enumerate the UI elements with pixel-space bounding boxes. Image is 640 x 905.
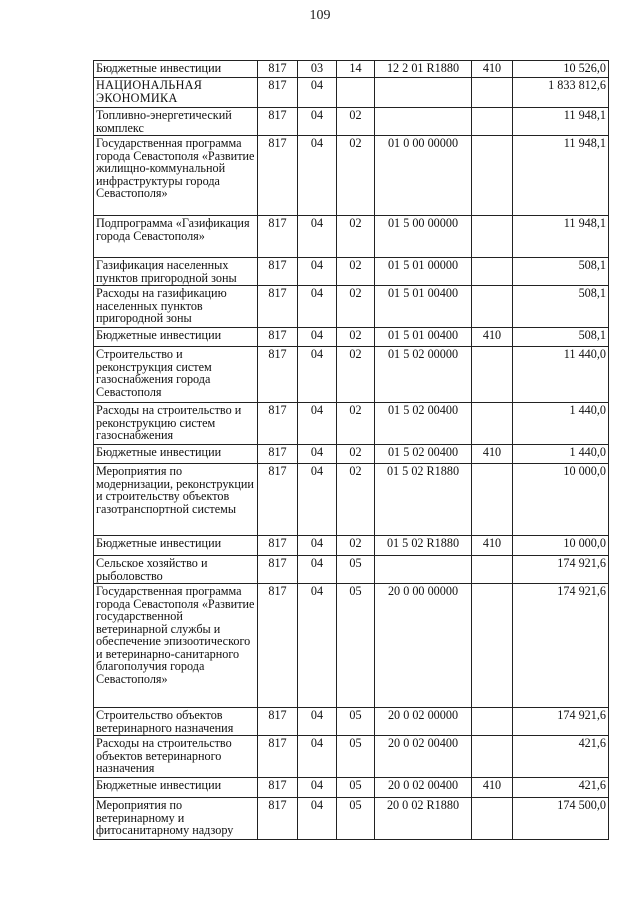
row-pr-cell: 02 [337,445,375,464]
row-csr-cell: 01 5 01 00400 [375,328,472,347]
row-ved-cell: 817 [258,286,298,328]
row-amount-cell: 508,1 [513,328,609,347]
row-amount-cell: 174 500,0 [513,798,609,840]
row-rz-cell: 04 [298,464,337,536]
table-row [94,258,609,286]
row-pr-cell: 02 [337,216,375,258]
table-row [94,328,609,347]
row-amount-cell: 10 526,0 [513,61,609,78]
row-ved-cell: 817 [258,736,298,778]
row-csr-cell: 20 0 02 00000 [375,708,472,736]
row-rz-cell: 04 [298,778,337,798]
row-rz-cell: 04 [298,216,337,258]
page-number: 109 [309,8,331,23]
row-vr-cell [472,708,513,736]
budget-table [93,60,609,840]
row-rz-cell: 04 [298,536,337,556]
row-rz-cell: 04 [298,286,337,328]
row-name-cell: Расходы на газификацию населенных пунктов пригородной зоны [94,286,258,328]
row-vr-cell [472,464,513,536]
row-amount-cell: 174 921,6 [513,556,609,584]
row-ved-cell: 817 [258,464,298,536]
row-vr-cell [472,798,513,840]
row-ved-cell: 817 [258,258,298,286]
row-ved-cell: 817 [258,798,298,840]
row-name-cell: Бюджетные инвестиции [94,328,258,347]
row-amount-cell: 1 833 812,6 [513,78,609,108]
row-vr-cell: 410 [472,445,513,464]
row-pr-cell: 02 [337,258,375,286]
row-rz-cell: 04 [298,108,337,136]
row-csr-cell: 01 0 00 00000 [375,136,472,216]
row-amount-cell: 174 921,6 [513,708,609,736]
row-amount-cell: 11 948,1 [513,216,609,258]
row-amount-cell: 421,6 [513,736,609,778]
row-csr-cell: 01 5 01 00000 [375,258,472,286]
row-pr-cell: 02 [337,286,375,328]
table-row [94,136,609,216]
row-name-cell: Бюджетные инвестиции [94,445,258,464]
row-amount-cell: 174 921,6 [513,584,609,708]
row-name-cell: Расходы на строительство и реконструкцию систем газоснабжения [94,403,258,445]
row-rz-cell: 04 [298,136,337,216]
row-csr-cell: 01 5 00 00000 [375,216,472,258]
row-rz-cell: 04 [298,403,337,445]
row-csr-cell: 01 5 01 00400 [375,286,472,328]
row-ved-cell: 817 [258,778,298,798]
row-name-cell: Подпрограмма «Газификация города Севастополя» [94,216,258,258]
table-row [94,403,609,445]
row-rz-cell: 04 [298,584,337,708]
row-name-cell: Бюджетные инвестиции [94,536,258,556]
row-pr-cell: 05 [337,556,375,584]
row-pr-cell: 02 [337,328,375,347]
row-amount-cell: 10 000,0 [513,536,609,556]
row-vr-cell [472,78,513,108]
row-name-cell: НАЦИОНАЛЬНАЯ ЭКОНОМИКА [94,78,258,108]
row-name-cell: Мероприятия по модернизации, реконструкции и строительству объектов газотранспортной системы [94,464,258,536]
table-row [94,108,609,136]
row-vr-cell [472,258,513,286]
row-rz-cell: 04 [298,556,337,584]
row-pr-cell: 02 [337,136,375,216]
row-vr-cell [472,108,513,136]
table-row [94,445,609,464]
row-amount-cell: 421,6 [513,778,609,798]
row-csr-cell: 20 0 02 00400 [375,736,472,778]
row-csr-cell: 01 5 02 R1880 [375,536,472,556]
row-ved-cell: 817 [258,61,298,78]
row-ved-cell: 817 [258,536,298,556]
row-name-cell: Расходы на строительство объектов ветеринарного назначения [94,736,258,778]
row-name-cell: Государственная программа города Севастополя «Развитие жилищно-коммунальной инфраструктуры города Севастополя» [94,136,258,216]
row-pr-cell: 02 [337,536,375,556]
row-name-cell: Бюджетные инвестиции [94,61,258,78]
row-amount-cell: 1 440,0 [513,445,609,464]
row-ved-cell: 817 [258,347,298,403]
row-pr-cell: 05 [337,798,375,840]
table-row [94,464,609,536]
row-vr-cell [472,403,513,445]
row-vr-cell [472,136,513,216]
row-rz-cell: 04 [298,328,337,347]
table-row [94,347,609,403]
row-pr-cell: 14 [337,61,375,78]
row-rz-cell: 04 [298,258,337,286]
row-rz-cell: 03 [298,61,337,78]
row-pr-cell: 05 [337,708,375,736]
row-pr-cell: 05 [337,778,375,798]
row-rz-cell: 04 [298,798,337,840]
row-vr-cell: 410 [472,778,513,798]
row-vr-cell: 410 [472,61,513,78]
row-ved-cell: 817 [258,708,298,736]
row-vr-cell [472,347,513,403]
row-pr-cell: 02 [337,464,375,536]
row-name-cell: Бюджетные инвестиции [94,778,258,798]
row-ved-cell: 817 [258,328,298,347]
row-name-cell: Строительство объектов ветеринарного назначения [94,708,258,736]
row-name-cell: Мероприятия по ветеринарному и фитосанитарному надзору [94,798,258,840]
row-pr-cell: 05 [337,736,375,778]
row-amount-cell: 11 948,1 [513,136,609,216]
row-csr-cell: 01 5 02 00400 [375,403,472,445]
row-vr-cell: 410 [472,536,513,556]
row-vr-cell [472,584,513,708]
row-csr-cell [375,556,472,584]
row-ved-cell: 817 [258,584,298,708]
row-ved-cell: 817 [258,136,298,216]
row-pr-cell: 02 [337,403,375,445]
row-amount-cell: 1 440,0 [513,403,609,445]
row-csr-cell: 01 5 02 R1880 [375,464,472,536]
row-rz-cell: 04 [298,736,337,778]
table-row [94,61,609,78]
row-amount-cell: 508,1 [513,258,609,286]
row-vr-cell [472,556,513,584]
row-rz-cell: 04 [298,445,337,464]
table-row [94,78,609,108]
row-name-cell: Государственная программа города Севастополя «Развитие государственной ветеринарной службы и обеспечение эпизоотического и ветеринарно-санитарного благополучия города Севастополя» [94,584,258,708]
table-row [94,798,609,840]
row-csr-cell [375,108,472,136]
row-pr-cell: 02 [337,347,375,403]
row-amount-cell: 10 000,0 [513,464,609,536]
row-vr-cell [472,216,513,258]
table-row [94,536,609,556]
row-rz-cell: 04 [298,78,337,108]
row-pr-cell: 02 [337,108,375,136]
row-ved-cell: 817 [258,78,298,108]
row-vr-cell [472,286,513,328]
row-csr-cell: 20 0 02 R1880 [375,798,472,840]
row-amount-cell: 11 440,0 [513,347,609,403]
row-ved-cell: 817 [258,445,298,464]
row-rz-cell: 04 [298,708,337,736]
row-ved-cell: 817 [258,108,298,136]
row-amount-cell: 11 948,1 [513,108,609,136]
row-pr-cell: 05 [337,584,375,708]
row-name-cell: Строительство и реконструкция систем газоснабжения города Севастополя [94,347,258,403]
row-csr-cell: 12 2 01 R1880 [375,61,472,78]
table-row [94,216,609,258]
table-row [94,286,609,328]
row-csr-cell: 01 5 02 00400 [375,445,472,464]
row-amount-cell: 508,1 [513,286,609,328]
table-row [94,584,609,708]
row-name-cell: Топливно-энергетический комплекс [94,108,258,136]
table-row [94,708,609,736]
row-csr-cell: 20 0 00 00000 [375,584,472,708]
row-rz-cell: 04 [298,347,337,403]
row-vr-cell: 410 [472,328,513,347]
table-row [94,556,609,584]
row-name-cell: Сельское хозяйство и рыболовство [94,556,258,584]
budget-table-body [94,61,609,840]
row-ved-cell: 817 [258,556,298,584]
row-csr-cell: 01 5 02 00000 [375,347,472,403]
table-row [94,736,609,778]
table-row [94,778,609,798]
row-ved-cell: 817 [258,216,298,258]
row-csr-cell [375,78,472,108]
row-name-cell: Газификация населенных пунктов пригородной зоны [94,258,258,286]
row-ved-cell: 817 [258,403,298,445]
row-pr-cell [337,78,375,108]
row-vr-cell [472,736,513,778]
row-csr-cell: 20 0 02 00400 [375,778,472,798]
